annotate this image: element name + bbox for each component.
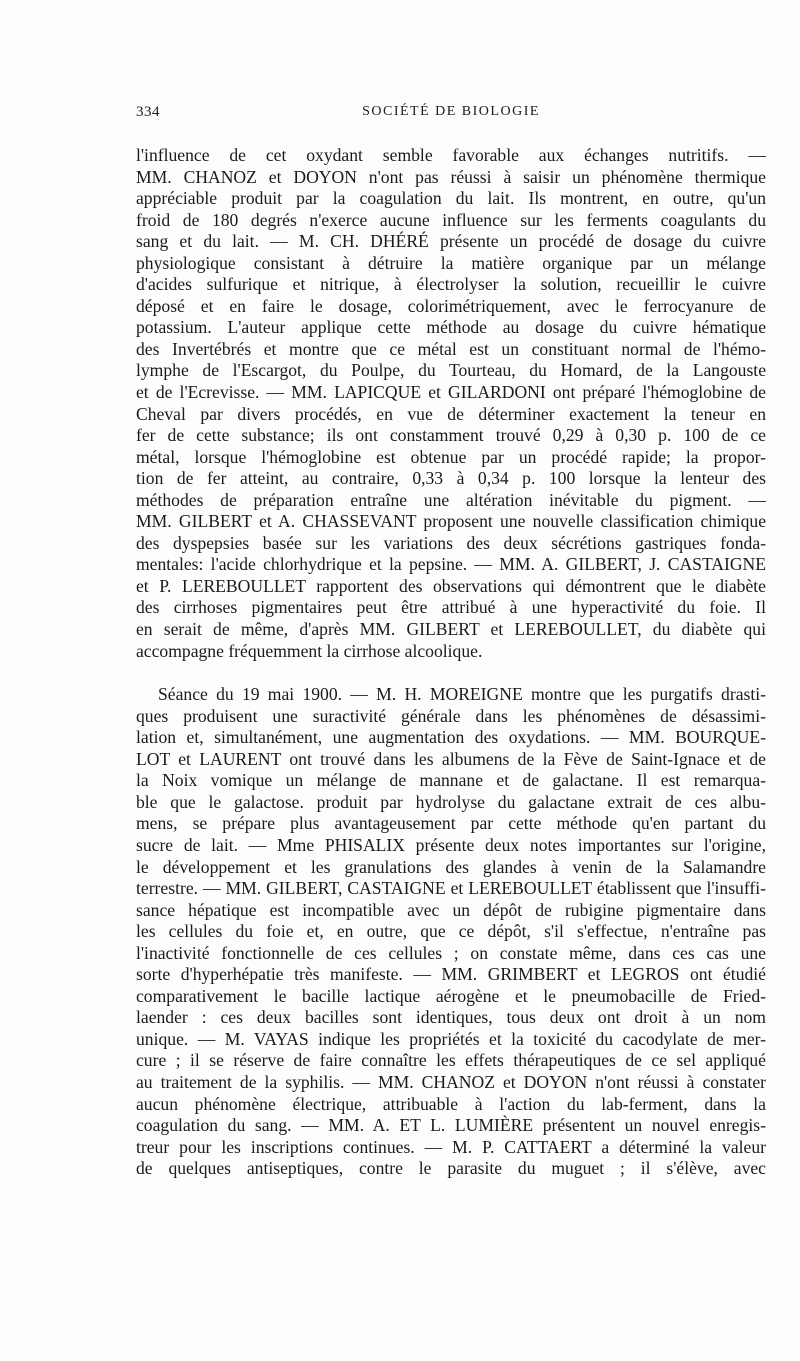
text-line: treur pour les inscriptions continues. — M. P. CATTAERT a déterminé la valeur: [136, 1136, 766, 1157]
text-line: déposé et en faire le dosage, colorimétriquement, avec le ferrocyanure de: [136, 295, 766, 316]
text-line: ble que le galactose. produit par hydrolyse du galactane extrait de ces albu-: [136, 791, 766, 812]
text-line: l'inactivité fonctionnelle de ces cellules ; on constate même, dans ces cas une: [136, 942, 766, 963]
paragraph-gap: [136, 662, 766, 684]
text-line: lation et, simultanément, une augmentation des oxydations. — MM. BOURQUE-: [136, 727, 766, 748]
text-line: fer de cette substance; ils ont constamment trouvé 0,29 à 0,30 p. 100 de ce: [136, 425, 766, 446]
text-line: d'acides sulfurique et nitrique, à électrolyser la solution, recueillir le cuivre: [136, 274, 766, 295]
text-line: méthodes de préparation entraîne une altération inévitable du pigment. —: [136, 489, 766, 510]
text-line: lymphe de l'Escargot, du Poulpe, du Tourteau, du Homard, de la Langouste: [136, 360, 766, 381]
text-line: sucre de lait. — Mme PHISALIX présente deux notes importantes sur l'origine,: [136, 834, 766, 855]
text-line: laender : ces deux bacilles sont identiques, tous deux ont droit à un nom: [136, 1007, 766, 1028]
text-line: Séance du 19 mai 1900. — M. H. MOREIGNE montre que les purgatifs drasti-: [158, 684, 766, 705]
text-line: sance hépatique est incompatible avec un dépôt de rubigine pigmentaire dans: [136, 899, 766, 920]
text-line: accompagne fréquemment la cirrhose alcoolique.: [136, 640, 483, 661]
text-line: le développement et les granulations des glandes à venin de la Salamandre: [136, 856, 766, 877]
text-line: et de l'Ecrevisse. — MM. LAPICQUE et GILARDONI ont préparé l'hémoglobine de: [136, 382, 766, 403]
text-line: mentales: l'acide chlorhydrique et la pepsine. — MM. A. GILBERT, J. CASTAIGNE: [136, 554, 766, 575]
text-line: au traitement de la syphilis. — MM. CHANOZ et DOYON n'ont réussi à constater: [136, 1071, 766, 1092]
text-line: physiologique consistant à détruire la matière organique par un mélange: [136, 252, 766, 273]
text-line: de quelques antiseptiques, contre le parasite du muguet ; il s'élève, avec: [136, 1158, 766, 1179]
text-line: Cheval par divers procédés, en vue de déterminer exactement la teneur en: [136, 403, 766, 424]
text-line: en serait de même, d'après MM. GILBERT et LEREBOULLET, du diabète qui: [136, 619, 766, 640]
text-line: ques produisent une suractivité générale dans les phénomènes de désassimi-: [136, 705, 766, 726]
text-line: cure ; il se réserve de faire connaître les effets thérapeutiques de ce sel appliqué: [136, 1050, 766, 1071]
text-line: les cellules du foie et, en outre, que ce dépôt, s'il s'effectue, n'entraîne pas: [136, 921, 766, 942]
text-line: mens, se prépare plus avantageusement par cette méthode qu'en partant du: [136, 813, 766, 834]
text-line: MM. CHANOZ et DOYON n'ont pas réussi à saisir un phénomène thermique: [136, 166, 766, 187]
paragraph-2: [136, 684, 766, 1180]
text-line: sorte d'hyperhépatie très manifeste. — MM. GRIMBERT et LEGROS ont étudié: [136, 964, 766, 985]
text-line: des Invertébrés et montre que ce métal est un constituant normal de l'hémo-: [136, 338, 766, 359]
text-line: unique. — M. VAYAS indique les propriétés et la toxicité du cacodylate de mer-: [136, 1028, 766, 1049]
body-text: [136, 145, 766, 1180]
text-line: sang et du lait. — M. CH. DHÉRÉ présente un procédé de dosage du cuivre: [136, 231, 766, 252]
page-number: 334: [136, 104, 160, 120]
text-line: comparativement le bacille lactique aérogène et le pneumobacille de Fried-: [136, 985, 766, 1006]
text-line: LOT et LAURENT ont trouvé dans les albumens de la Fève de Saint-Ignace et de: [136, 748, 766, 769]
text-line: des dyspepsies basée sur les variations des deux sécrétions gastriques fonda-: [136, 532, 766, 553]
text-line: terrestre. — MM. GILBERT, CASTAIGNE et LEREBOULLET établissent que l'insuffi-: [136, 878, 766, 899]
text-line: coagulation du sang. — MM. A. ET L. LUMIÈRE présentent un nouvel enregis-: [136, 1115, 766, 1136]
text-line: aucun phénomène électrique, attribuable à l'action du lab-ferment, dans la: [136, 1093, 766, 1114]
text-line: des cirrhoses pigmentaires peut être attribué à une hyperactivité du foie. Il: [136, 597, 766, 618]
text-line: tion de fer atteint, au contraire, 0,33 à 0,34 p. 100 lorsque la lenteur des: [136, 468, 766, 489]
text-line: appréciable produit par la coagulation du lait. Ils montrent, en outre, qu'un: [136, 188, 766, 209]
running-head: [136, 104, 766, 126]
text-line: l'influence de cet oxydant semble favorable aux échanges nutritifs. —: [136, 145, 766, 165]
paragraph-1: [136, 145, 766, 662]
text-line: et P. LEREBOULLET rapportent des observations qui démontrent que le diabète: [136, 575, 766, 596]
journal-title: SOCIÉTÉ DE BIOLOGIE: [362, 104, 540, 119]
text-line: potassium. L'auteur applique cette méthode au dosage du cuivre hématique: [136, 317, 766, 338]
text-line: MM. GILBERT et A. CHASSEVANT proposent une nouvelle classification chimique: [136, 511, 766, 532]
text-line: froid de 180 degrés n'exerce aucune influence sur les ferments coagulants du: [136, 209, 766, 230]
text-line: la Noix vomique un mélange de mannane et de galactane. Il est remarqua-: [136, 770, 766, 791]
text-line: métal, lorsque l'hémoglobine est obtenue par un procédé rapide; la propor-: [136, 446, 766, 467]
